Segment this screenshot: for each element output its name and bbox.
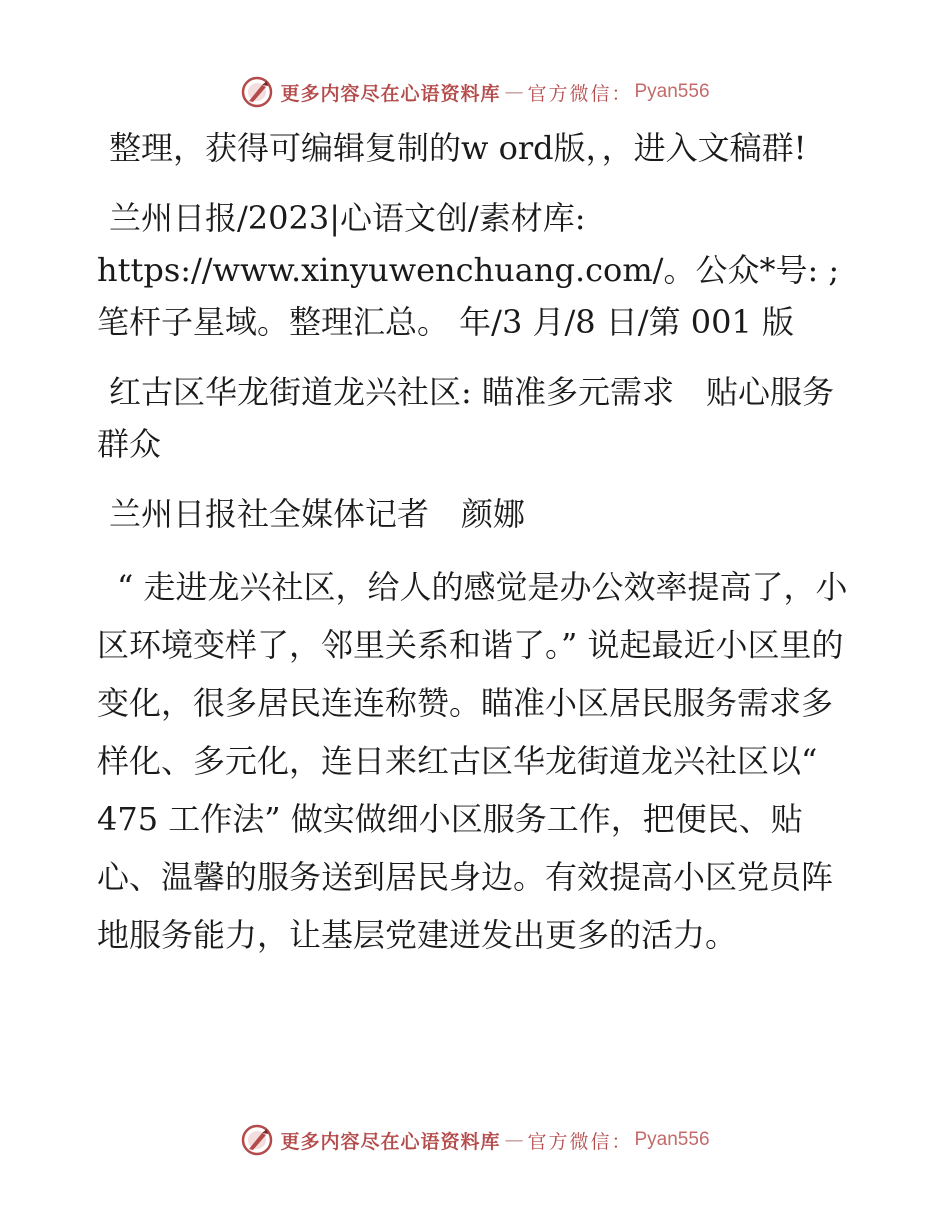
article-headline: 红古区华龙街道龙兴社区: 瞄准多元需求 贴心服务群众	[97, 373, 834, 463]
footer-wechat-label: 官方微信：	[527, 1130, 633, 1153]
article-body: “ 走进龙兴社区，给人的感觉是办公效率提高了，小区环境变样了，邻里关系和谐了。” 说起最近小区里的变化，很多居民连连称赞。瞄准小区居民服务需求多样化、多元化，连日来红古区华龙街道龙兴社区以“ 475 工作法” 做实做细小区服务工作，把便民、贴心、温馨的服务送到居民身边。有效提高小区党员阵地服务能力，让基层党建迸发出更多的活力。	[97, 568, 848, 954]
article-byline: 兰州日报社全媒体记者 颜娜	[109, 495, 526, 533]
source-line: 兰州日报/2023|心语文创/素材库: https://www.xinyuwenchuang.com/。公众*号: ;笔杆子星域。整理汇总。 年/3 月/8 日/第 001 版	[97, 199, 840, 341]
footer-brand-text: 更多内容尽在心语资料库	[280, 1130, 501, 1153]
document-content	[97, 122, 857, 982]
quill-seal-icon	[240, 1123, 274, 1157]
header-wechat-label: 官方微信：	[527, 82, 633, 105]
footer-banner	[0, 1120, 950, 1160]
intro-paragraph: 整理，获得可编辑复制的w ord版，，进入文稿群!	[109, 129, 807, 167]
footer-wechat-id: Pyan556	[634, 1129, 710, 1150]
quill-seal-icon	[240, 75, 274, 109]
header-separator: —	[504, 81, 524, 103]
header-wechat-id: Pyan556	[634, 81, 710, 102]
footer-separator: —	[504, 1129, 524, 1151]
header-banner	[0, 72, 950, 112]
header-brand-text: 更多内容尽在心语资料库	[280, 82, 501, 105]
